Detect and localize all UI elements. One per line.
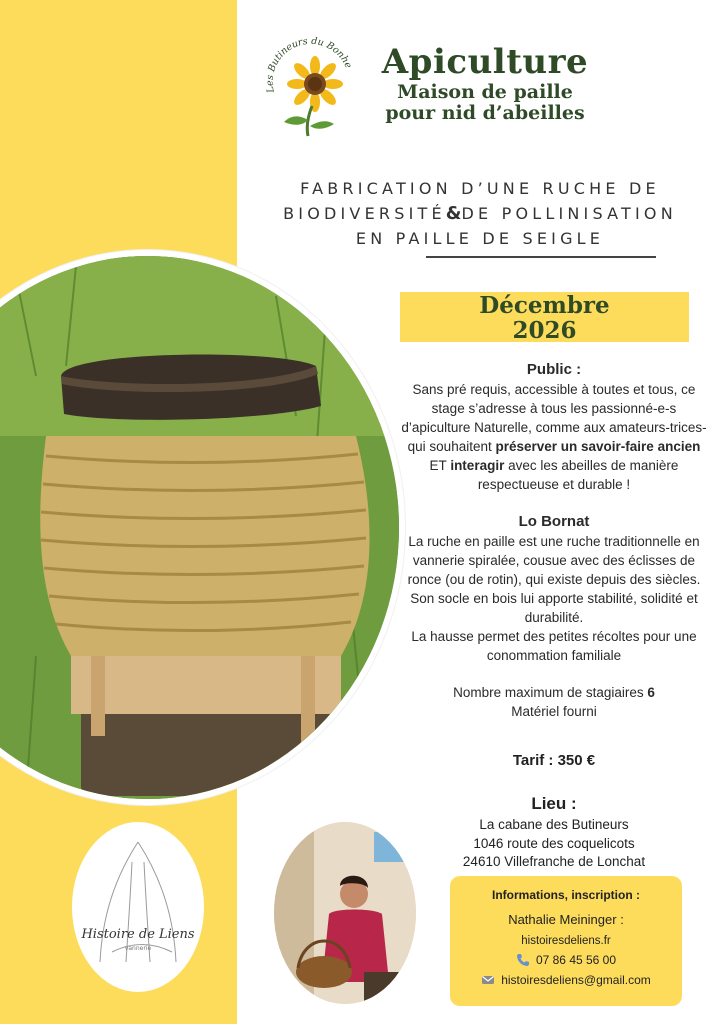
date-month: Décembre (479, 292, 610, 319)
date-year: 2026 (512, 317, 577, 344)
stagiaires-count: 6 (647, 685, 655, 700)
heading-line-3: EN PAILLE DE SEIGLE (355, 229, 605, 248)
lieu-address (398, 816, 710, 872)
info-email-row (450, 973, 682, 987)
heading-line-1: FABRICATION D’UNE RUCHE DE (300, 179, 660, 198)
public-text-a: Sans pré requis, accessible à toutes et tous, ce stage s’adresse à tous les passionné-e-s d’apiculture Naturelle, comme aux amateurs-trices- qui souhaitent (401, 382, 707, 454)
info-phone[interactable]: 07 86 45 56 00 (535, 953, 617, 967)
public-text-b: ET (429, 458, 451, 473)
heading-line-2 (250, 201, 710, 226)
portrait-illustration (274, 822, 420, 1008)
bornat-p1: La ruche en paille est une ruche traditionnelle en vannerie spiralée, cousue avec des éclisses de ronce (ou de rotin), qui existe depuis des siècles. (407, 534, 701, 587)
bornat-p2: Son socle en bois lui apporte stabilité, solidité et durabilité. (410, 591, 698, 625)
title-block (370, 42, 600, 124)
info-phone-row (450, 953, 682, 967)
logo2-text: Histoire de Liens (81, 927, 195, 942)
subtitle-line-2: pour nid d’abeilles (385, 102, 585, 124)
lieu-line-2: 1046 route des coquelicots (473, 835, 635, 851)
public-text-c: avec les abeilles de manière respectueuse et durable ! (477, 458, 679, 492)
lieu-title: Lieu : (531, 794, 577, 813)
beehive-photo (0, 250, 405, 805)
info-box (450, 876, 682, 1006)
beehive-illustration (0, 256, 405, 805)
public-bold-a: préserver un savoir-faire ancien (495, 439, 701, 454)
materiel-line: Matériel fourni (511, 704, 597, 719)
bornat-title: Lo Bornat (518, 513, 590, 530)
heading-pollinisation: DE POLLINISATION (461, 204, 677, 223)
public-text (398, 380, 710, 494)
logo2-sub: vannerie (124, 945, 152, 952)
date-box (400, 292, 689, 342)
logo-arc-text: Les Butineurs du Bonhe (264, 35, 354, 94)
heading-ampersand: & (445, 203, 462, 224)
stagiaires-line (398, 683, 710, 702)
heading-divider (426, 256, 656, 258)
bornat-p3: La hausse permet des petites récoltes pour une conommation familiale (411, 629, 697, 663)
lieu-line-1: La cabane des Butineurs (479, 817, 629, 832)
workshop-heading (250, 176, 710, 251)
mail-icon (481, 973, 495, 987)
sunflower-logo-icon (262, 34, 358, 140)
subtitle-line-1: Maison de paille (397, 81, 573, 103)
main-content (398, 360, 710, 721)
heading-biodiversite: BIODIVERSITÉ (283, 204, 446, 223)
info-email[interactable]: histoiresdeliens@gmail.com (501, 973, 651, 987)
butineurs-logo (262, 34, 358, 140)
portrait-photo (270, 818, 420, 1008)
tarif: Tarif : 350 € (512, 752, 596, 769)
page-title: Apiculture (381, 42, 589, 82)
lieu-line-3: 24610 Villefranche de Lonchat (462, 854, 646, 869)
info-website-link[interactable]: histoiresdeliens.fr (521, 935, 611, 947)
public-title: Public : (526, 361, 582, 378)
phone-icon (516, 953, 530, 967)
stagiaires-label: Nombre maximum de stagiaires (453, 685, 648, 700)
public-bold-b: interagir (450, 458, 505, 473)
info-name: Nathalie Meininger : (508, 912, 624, 927)
info-title: Informations, inscription : (491, 888, 640, 902)
histoire-de-liens-logo (72, 822, 204, 992)
vannerie-logo-icon (72, 822, 204, 992)
